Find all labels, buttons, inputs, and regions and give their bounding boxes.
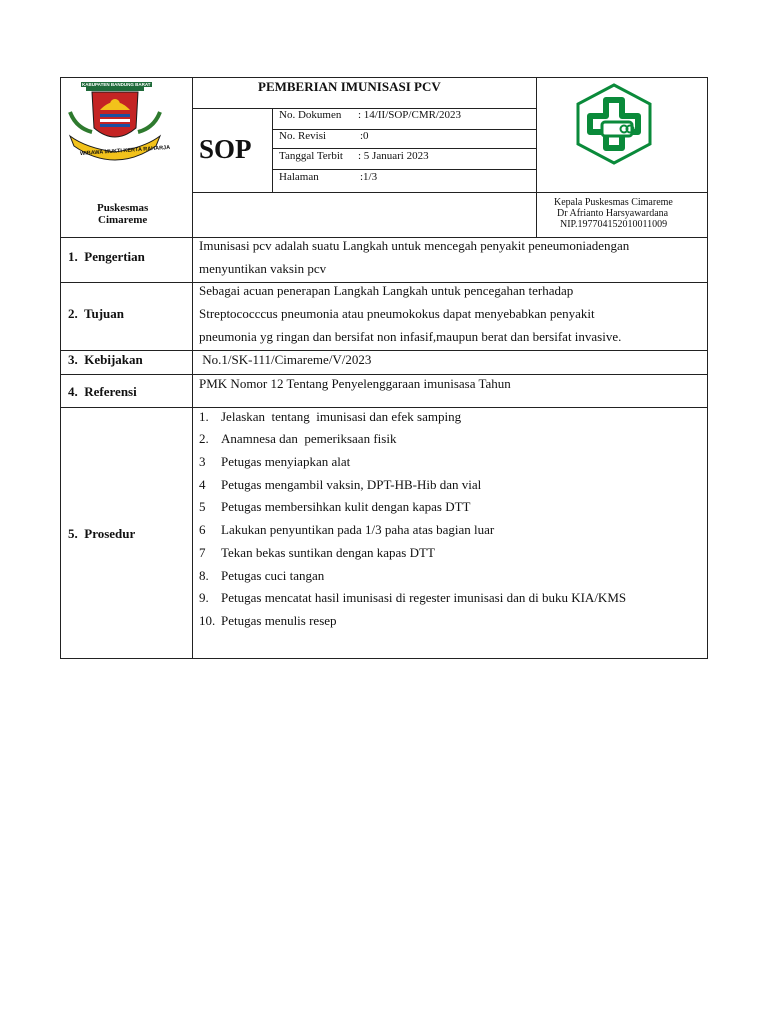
grid-line bbox=[60, 407, 708, 408]
meta-value-doc-number: : 14/II/SOP/CMR/2023 bbox=[358, 109, 461, 121]
grid-line bbox=[60, 374, 708, 375]
step-number: 7 bbox=[199, 545, 206, 560]
step-text: Tekan bekas suntikan dengan kapas DTT bbox=[221, 545, 435, 560]
step-number: 3 bbox=[199, 454, 206, 469]
step-text: Petugas menyiapkan alat bbox=[221, 454, 351, 469]
step-number: 4 bbox=[199, 477, 206, 492]
step-number: 9. bbox=[199, 590, 209, 605]
pengertian-text-line: menyuntikan vaksin pcv bbox=[199, 261, 327, 276]
meta-value-page: :1/3 bbox=[360, 171, 378, 183]
pengertian-text-line: Imunisasi pcv adalah suatu Langkah untuk mencegah penyakit peneumoniadengan bbox=[199, 238, 630, 253]
step-text: Petugas mencatat hasil imunisasi di regester imunisasi dan di buku KIA/KMS bbox=[221, 590, 627, 605]
regency-emblem-motto-text: WIBAWA MUKTI KERTA RAHARJA bbox=[79, 144, 171, 158]
section-label-tujuan: 2. Tujuan bbox=[68, 306, 125, 321]
document-title: PEMBERIAN IMUNISASI PCV bbox=[258, 79, 441, 94]
grid-line bbox=[272, 108, 273, 192]
tujuan-text-line: Sebagai acuan penerapan Langkah Langkah untuk pencegahan terhadap bbox=[199, 283, 574, 298]
tujuan-text-line: pneumonia yg ringan dan bersifat non infasif,maupun berat dan bersifat invasive. bbox=[199, 329, 622, 344]
meta-label-doc-number: No. Dokumen bbox=[279, 109, 342, 121]
section-label-referensi: 4. Referensi bbox=[68, 384, 137, 399]
step-text: Petugas membersihkan kulit dengan kapas DTT bbox=[221, 499, 471, 514]
org-name-line2: Cimareme bbox=[98, 214, 148, 226]
step-number: 2. bbox=[199, 431, 209, 446]
grid-line bbox=[272, 169, 536, 170]
step-number: 10. bbox=[199, 613, 216, 628]
signer-title: Kepala Puskesmas Cimareme bbox=[554, 197, 673, 208]
grid-line bbox=[60, 350, 708, 351]
signer-name: Dr Afrianto Harsyawardana bbox=[557, 208, 669, 219]
step-text: Anamnesa dan pemeriksaan fisik bbox=[221, 431, 397, 446]
section-label-pengertian: 1. Pengertian bbox=[68, 249, 145, 264]
step-number: 8. bbox=[199, 568, 209, 583]
meta-value-issue-date: : 5 Januari 2023 bbox=[358, 150, 429, 162]
signer-nip: NIP.197704152010011009 bbox=[560, 219, 668, 230]
step-text: Jelaskan tentang imunisasi dan efek samping bbox=[221, 409, 462, 424]
regency-emblem-top-text: KABUPATEN BANDUNG BARAT bbox=[82, 82, 151, 87]
step-text: Petugas menulis resep bbox=[221, 613, 337, 628]
meta-label-revision: No. Revisi bbox=[279, 130, 327, 142]
step-number: 5 bbox=[199, 499, 206, 514]
kebijakan-text: No.1/SK-111/Cimareme/V/2023 bbox=[199, 352, 372, 367]
grid-line bbox=[272, 148, 536, 149]
puskesmas-health-logo bbox=[572, 82, 656, 166]
sop-label: SOP bbox=[199, 134, 252, 164]
org-name-line1: Puskesmas bbox=[97, 202, 149, 214]
step-number: 1. bbox=[199, 409, 209, 424]
meta-label-issue-date: Tanggal Terbit bbox=[279, 150, 343, 162]
meta-value-revision: :0 bbox=[360, 130, 369, 142]
step-text: Lakukan penyuntikan pada 1/3 paha atas bagian luar bbox=[221, 522, 495, 537]
meta-label-page: Halaman bbox=[279, 171, 319, 183]
grid-line bbox=[536, 77, 537, 237]
step-text: Petugas cuci tangan bbox=[221, 568, 325, 583]
tujuan-text-line: Streptococccus pneumonia atau pneumokokus dapat menyebabkan penyakit bbox=[199, 306, 595, 321]
grid-line bbox=[192, 192, 708, 193]
section-label-prosedur: 5. Prosedur bbox=[68, 526, 136, 541]
referensi-text: PMK Nomor 12 Tentang Penyelenggaraan imunisasa Tahun bbox=[199, 376, 511, 391]
step-number: 6 bbox=[199, 522, 206, 537]
grid-line bbox=[192, 77, 193, 659]
section-label-kebijakan: 3. Kebijakan bbox=[68, 352, 143, 367]
step-text: Petugas mengambil vaksin, DPT-HB-Hib dan vial bbox=[221, 477, 482, 492]
